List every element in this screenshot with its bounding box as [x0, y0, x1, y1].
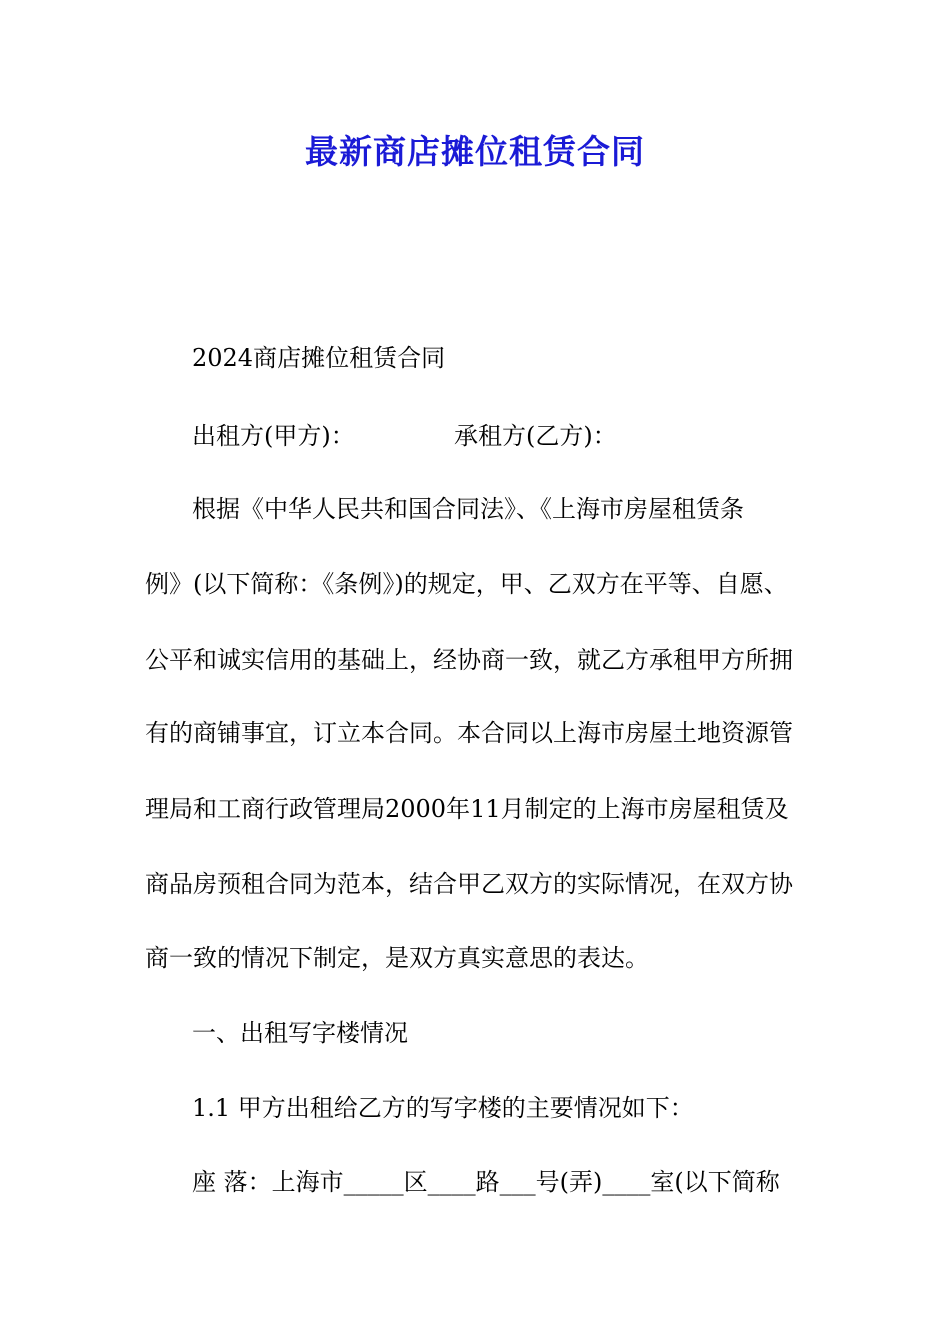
section-heading: 一、出租写字楼情况	[192, 1019, 408, 1047]
document-title: 最新商店摊位租赁合同	[305, 132, 645, 171]
lessor-label: 出租方(甲方)：	[192, 422, 355, 450]
paragraph-line-3: 公平和诚实信用的基础上，经协商一致，就乙方承租甲方所拥	[145, 646, 793, 674]
location-line: 座 落：上海市_____区____路___号(弄)____室(以下简称	[192, 1168, 780, 1196]
clause-1-1: 1.1 甲方出租给乙方的写字楼的主要情况如下：	[192, 1094, 694, 1122]
paragraph-line-5: 理局和工商行政管理局2000年11月制定的上海市房屋租赁及	[145, 795, 789, 823]
contract-subtitle: 2024商店摊位租赁合同	[192, 344, 446, 372]
paragraph-line-7: 商一致的情况下制定，是双方真实意思的表达。	[145, 944, 649, 972]
paragraph-line-4: 有的商铺事宜，订立本合同。本合同以上海市房屋土地资源管	[145, 719, 793, 747]
lessee-label: 承租方(乙方)：	[454, 422, 617, 450]
paragraph-line-6: 商品房预租合同为范本，结合甲乙双方的实际情况，在双方协	[145, 870, 793, 898]
paragraph-line-2: 例》(以下简称：《条例》)的规定，甲、乙双方在平等、自愿、	[145, 570, 788, 598]
paragraph-line-1: 根据《中华人民共和国合同法》、《上海市房屋租赁条	[192, 495, 744, 523]
